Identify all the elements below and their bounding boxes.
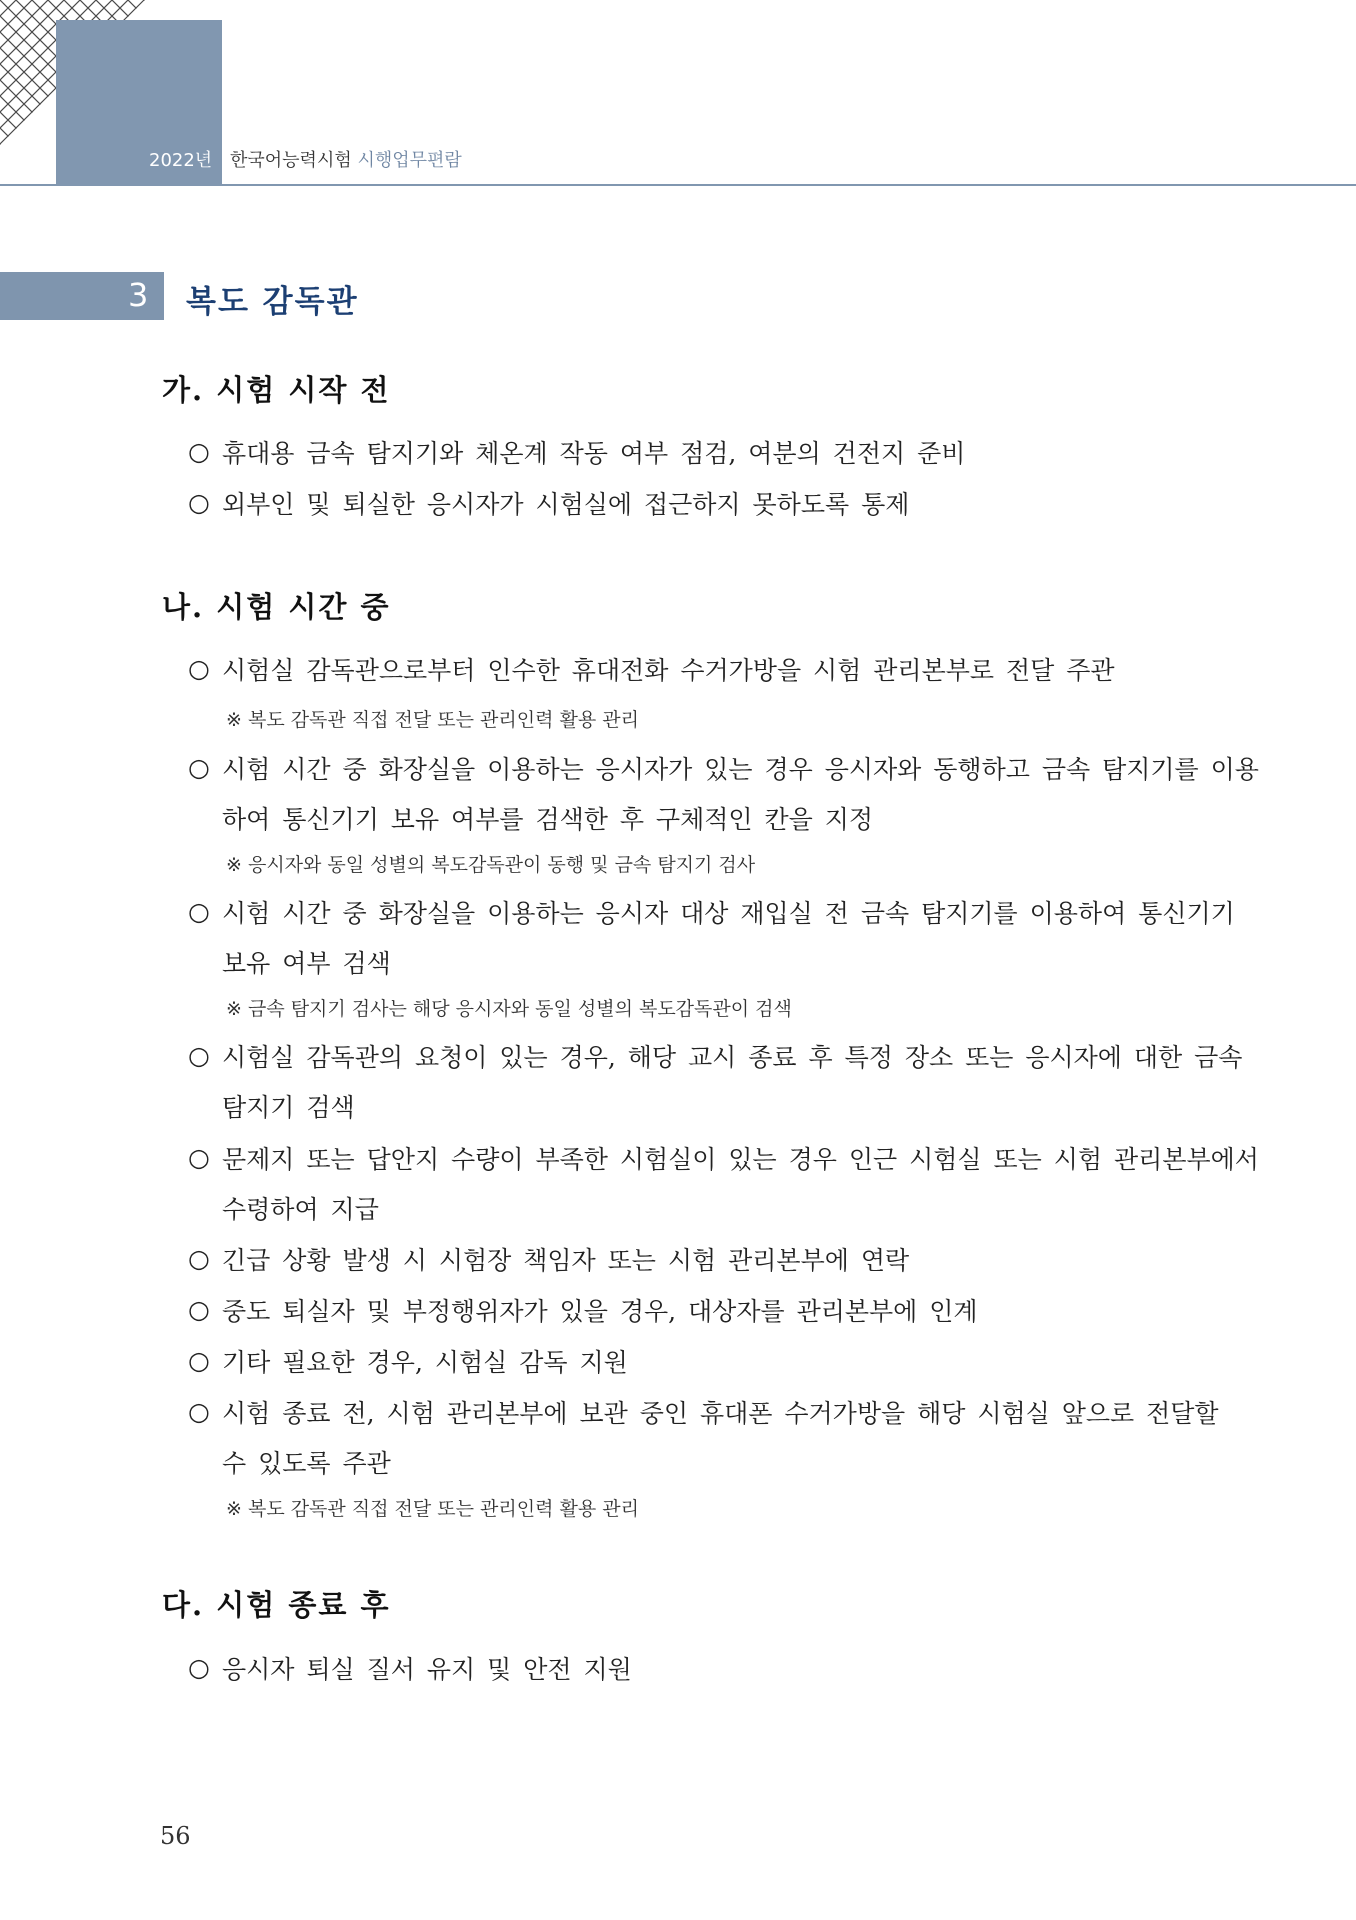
bullet-icon: ○ bbox=[188, 1244, 210, 1273]
list-item-text: 시험 종료 전, 시험 관리본부에 보관 중인 휴대폰 수거가방을 해당 시험실 앞으로 전달할 bbox=[222, 1399, 1219, 1428]
page-number: 56 bbox=[160, 1822, 191, 1850]
list-item-text: 휴대용 금속 탐지기와 체온계 작동 여부 점검, 여분의 건전지 준비 bbox=[222, 439, 966, 468]
header-publication-title bbox=[230, 146, 462, 172]
bullet-icon: ○ bbox=[188, 654, 210, 683]
list-item-text: 문제지 또는 답안지 수량이 부족한 시험실이 있는 경우 인근 시험실 또는 시험 관리본부에서 bbox=[222, 1145, 1259, 1174]
list-item-text: 수령하여 지급 bbox=[222, 1195, 379, 1224]
bullet-icon: ○ bbox=[188, 1041, 210, 1070]
list-item-text: 기타 필요한 경우, 시험실 감독 지원 bbox=[222, 1348, 628, 1377]
list-item-note: ※ 응시자와 동일 성별의 복도감독관이 동행 및 금속 탐지기 검사 bbox=[226, 854, 756, 876]
list-item-note: ※ 복도 감독관 직접 전달 또는 관리인력 활용 관리 bbox=[226, 1498, 639, 1520]
bullet-icon: ○ bbox=[188, 753, 210, 782]
header-title-main: 한국어능력시험 bbox=[230, 150, 352, 171]
section-number: 3 bbox=[128, 276, 149, 314]
list-item-text: 중도 퇴실자 및 부정행위자가 있을 경우, 대상자를 관리본부에 인계 bbox=[222, 1297, 978, 1326]
list-item-text: 하여 통신기기 보유 여부를 검색한 후 구체적인 칸을 지정 bbox=[222, 805, 874, 834]
bullet-icon: ○ bbox=[188, 897, 210, 926]
bullet-icon: ○ bbox=[188, 1653, 210, 1682]
list-item-note: ※ 금속 탐지기 검사는 해당 응시자와 동일 성별의 복도감독관이 검색 bbox=[226, 998, 792, 1020]
list-item-text: 시험 시간 중 화장실을 이용하는 응시자가 있는 경우 응시자와 동행하고 금속 탐지기를 이용 bbox=[222, 755, 1259, 784]
subsection-heading: 다. 시험 종료 후 bbox=[162, 1588, 391, 1622]
list-item-text: 보유 여부 검색 bbox=[222, 949, 391, 978]
list-item-text: 시험실 감독관으로부터 인수한 휴대전화 수거가방을 시험 관리본부로 전달 주관 bbox=[222, 656, 1115, 685]
list-item-text: 시험실 감독관의 요청이 있는 경우, 해당 교시 종료 후 특정 장소 또는 응시자에 대한 금속 bbox=[222, 1043, 1243, 1072]
bullet-icon: ○ bbox=[188, 437, 210, 466]
list-item-text: 긴급 상황 발생 시 시험장 책임자 또는 시험 관리본부에 연락 bbox=[222, 1246, 910, 1275]
bullet-icon: ○ bbox=[188, 1295, 210, 1324]
header-year: 2022년 bbox=[149, 150, 213, 171]
header-title-highlight: 시행업무편람 bbox=[357, 150, 462, 171]
bullet-icon: ○ bbox=[188, 488, 210, 517]
list-item-text: 수 있도록 주관 bbox=[222, 1449, 391, 1478]
section-title: 복도 감독관 bbox=[186, 284, 359, 320]
list-item-text: 외부인 및 퇴실한 응시자가 시험실에 접근하지 못하도록 통제 bbox=[222, 490, 910, 519]
list-item-text: 응시자 퇴실 질서 유지 및 안전 지원 bbox=[222, 1655, 632, 1684]
list-item-text: 탐지기 검색 bbox=[222, 1093, 355, 1122]
bullet-icon: ○ bbox=[188, 1397, 210, 1426]
subsection-heading: 가. 시험 시작 전 bbox=[162, 373, 391, 407]
list-item-text: 시험 시간 중 화장실을 이용하는 응시자 대상 재입실 전 금속 탐지기를 이용하여 통신기기 bbox=[222, 899, 1235, 928]
bullet-icon: ○ bbox=[188, 1143, 210, 1172]
list-item-note: ※ 복도 감독관 직접 전달 또는 관리인력 활용 관리 bbox=[226, 709, 639, 731]
bullet-icon: ○ bbox=[188, 1346, 210, 1375]
header-divider bbox=[0, 184, 1356, 186]
subsection-heading: 나. 시험 시간 중 bbox=[162, 590, 391, 624]
